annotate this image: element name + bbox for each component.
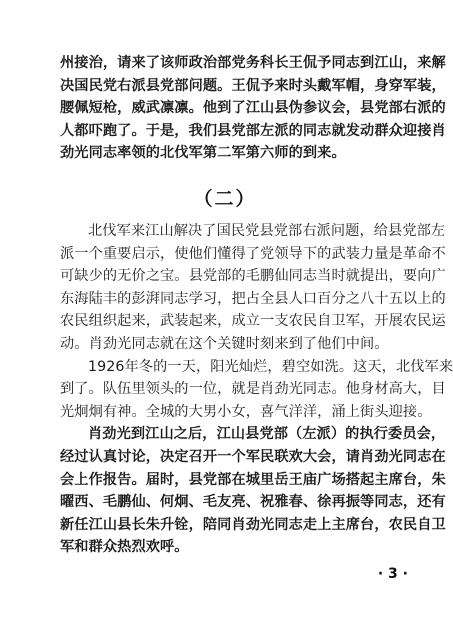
section-heading: （二） — [193, 188, 257, 210]
paragraph-4 — [60, 423, 446, 559]
page-number: · 3 · — [377, 566, 408, 582]
text-line: 1926年冬的一天，阳光灿烂，碧空如洗。这天，北伐军来 — [88, 358, 453, 375]
text-line: 曜西、毛鹏仙、何炯、毛友亮、祝雅春、徐再振等同志，还有 — [60, 494, 446, 511]
text-line: 军和群众热烈欢呼。 — [60, 539, 189, 556]
paragraph-2 — [60, 220, 446, 356]
text-line: 动。肖劲光同志就在这个关键时刻来到了他们中间。 — [60, 335, 389, 352]
text-line: 农民组织起来，武装起来，成立一支农民自卫军，开展农民运 — [60, 313, 446, 330]
text-line: 经过认真讨论，决定召开一个军民联欢大会，请肖劲光同志在 — [60, 448, 446, 465]
text-line: 劲光同志率领的北伐军第二军第六师的到来。 — [60, 145, 346, 162]
text-line: 派一个重要启示，使他们懂得了党领导下的武装力量是革命不 — [60, 245, 446, 262]
text-line: 人都吓跑了。于是，我们县党部左派的同志就发动群众迎接肖 — [60, 122, 446, 139]
text-line: 北伐军来江山解决了国民党县党部右派问题，给县党部左 — [88, 223, 446, 239]
text-line: 腰佩短枪，威武凛凛。他到了江山县伪参议会，县党部右派的 — [60, 100, 446, 117]
paragraph-1 — [60, 52, 446, 165]
paragraph-3 — [60, 356, 453, 424]
text-line: 东海陆丰的彭湃同志学习，把占全县人口百分之八十五以上的 — [60, 290, 446, 307]
text-line: 决国民党右派县党部问题。王侃予来时头戴军帽，身穿军装， — [60, 77, 446, 94]
text-line: 可缺少的无价之宝。县党部的毛鹏仙同志当时就提出，要向广 — [60, 268, 446, 285]
text-line: 到了。队伍里领头的一位，就是肖劲光同志。他身材高大，目 — [60, 381, 446, 398]
text-line: 肖劲光到江山之后，江山县党部（左派）的执行委员会， — [88, 426, 446, 443]
text-line: 州接治，请来了该师政治部党务科长王侃予同志到江山，来解 — [60, 55, 446, 71]
text-line: 新任江山县长朱升铨，陪同肖劲光同志走上主席台，农民自卫 — [60, 516, 446, 533]
text-line: 光炯炯有神。全城的大男小女，喜气洋洋，涌上街头迎接。 — [60, 403, 432, 420]
text-line: 会上作报告。届时，县党部在城里岳王庙广场搭起主席台，朱 — [60, 471, 446, 488]
